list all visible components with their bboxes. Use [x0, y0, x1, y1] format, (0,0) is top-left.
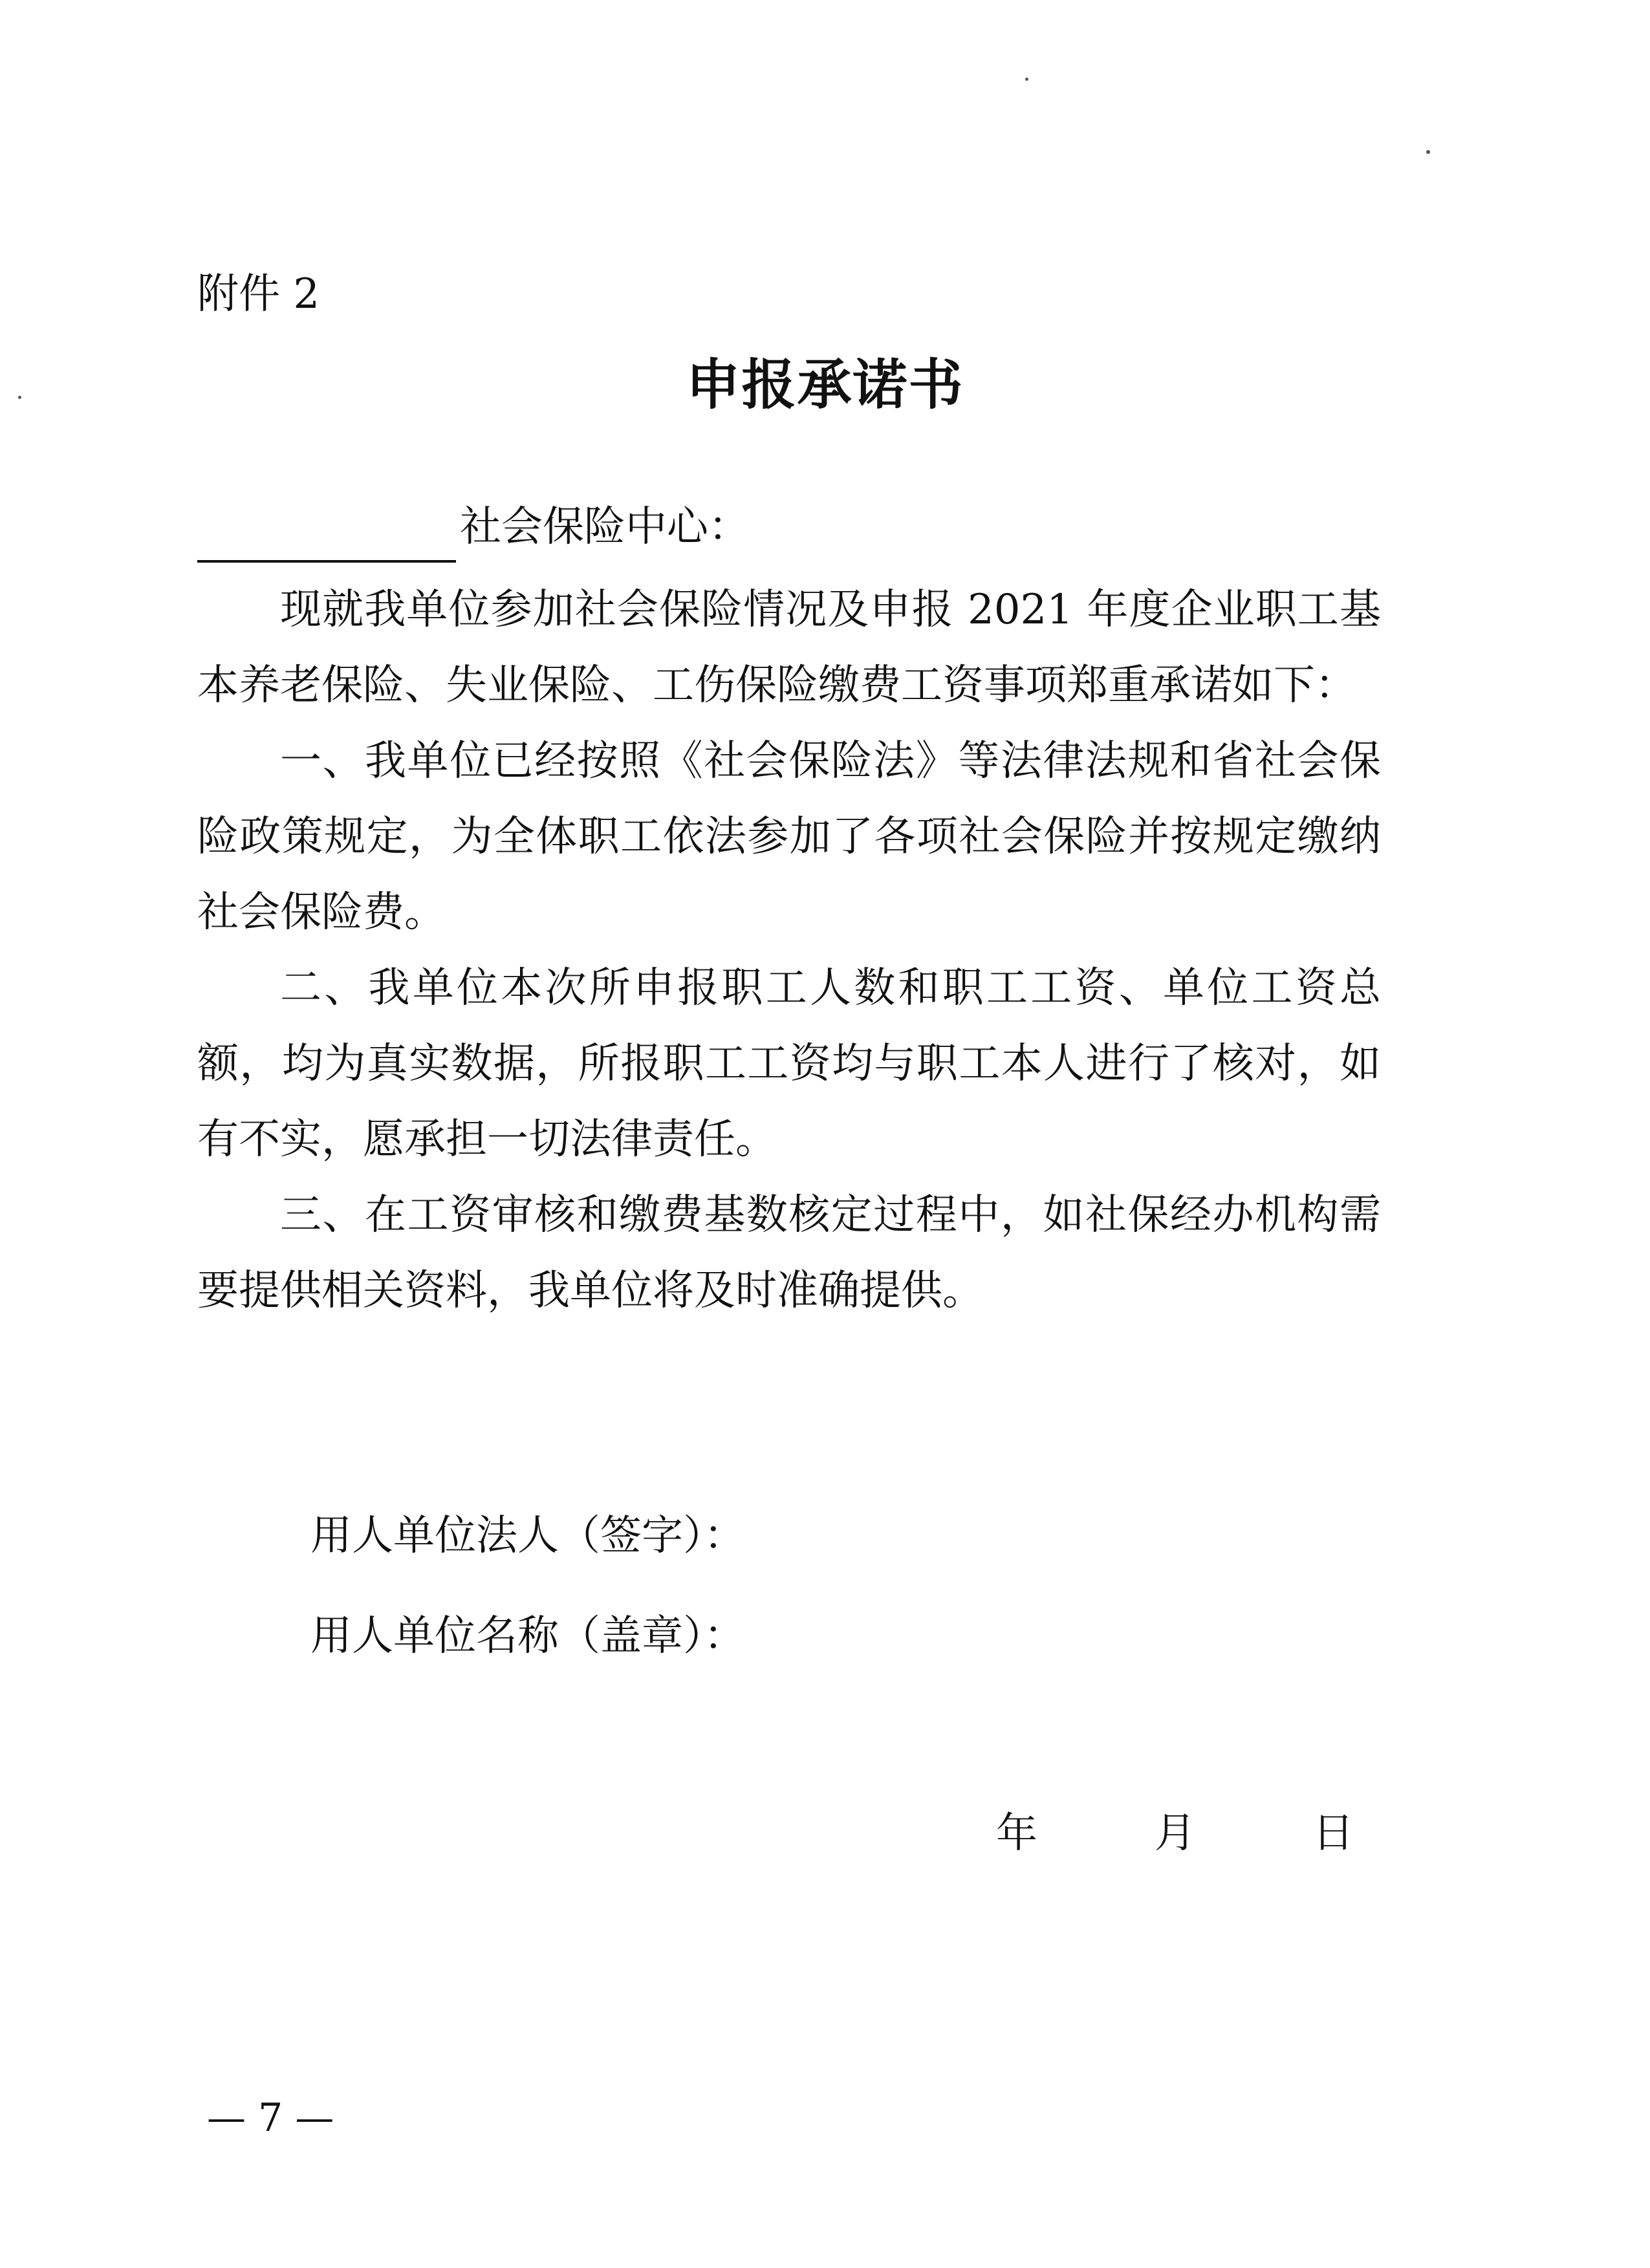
attachment-label: 附件 2: [197, 270, 320, 318]
unit-name-seal-label: 用人单位名称（盖章）：: [310, 1612, 745, 1660]
commitment-item-3: 三、在工资审核和缴费基数核定过程中，如社保经办机构需要提供相关资料，我单位将及时准确提供。: [197, 1191, 1381, 1315]
commitment-item-1: 一、我单位已经按照《社会保险法》等法律法规和省社会保险政策规定，为全体职工依法参加了各项社会保险并按规定缴纳社会保险费。: [197, 737, 1381, 936]
intro-paragraph: 现就我单位参加社会保险情况及申报 2021 年度企业职工基本养老保险、失业保险、工伤保险缴费工资事项郑重承诺如下：: [197, 586, 1381, 709]
date-month-label: 月: [1154, 1809, 1196, 1857]
addressee-line: [197, 491, 750, 563]
scan-speck: [1426, 150, 1430, 154]
addressee-blank-field: [197, 506, 456, 563]
scan-speck: [18, 396, 21, 399]
commitment-body: [197, 572, 1381, 1329]
addressee-text: 社会保险中心：: [460, 503, 750, 551]
legal-rep-signature-label: 用人单位法人（签字）：: [310, 1512, 745, 1560]
scan-speck: [1025, 78, 1028, 81]
document-title: 申报承诺书: [686, 352, 964, 416]
commitment-item-2: 二、我单位本次所申报职工人数和职工工资、单位工资总额，均为真实数据，所报职工工资均与职工本人进行了核对，如有不实，愿承担一切法律责任。: [197, 964, 1381, 1163]
date-year-label: 年: [996, 1809, 1037, 1857]
page-number: — 7 —: [207, 2095, 334, 2141]
date-day-label: 日: [1312, 1809, 1354, 1857]
date-line: [996, 1804, 1354, 1863]
